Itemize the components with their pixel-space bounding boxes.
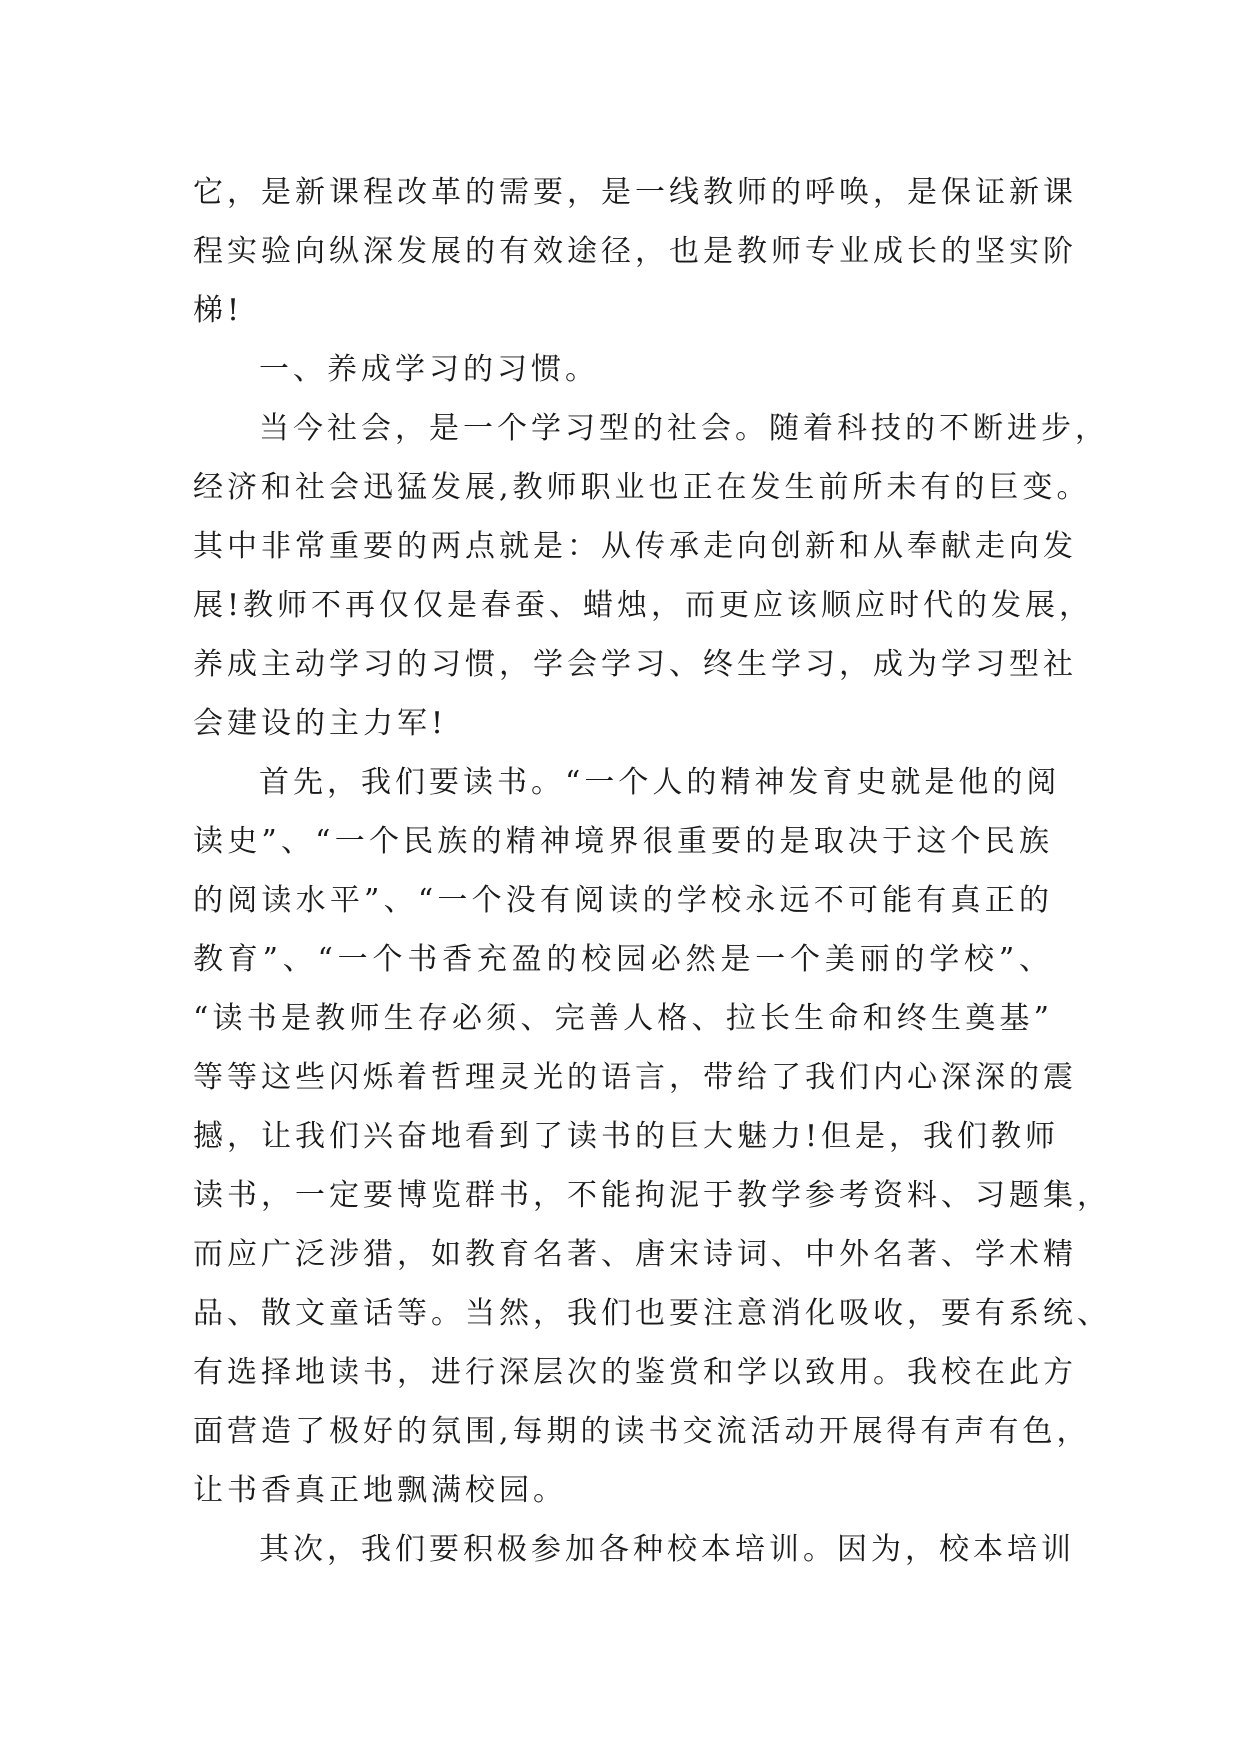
text-line: 会建设的主力军! xyxy=(193,706,448,741)
text-line: 其次，我们要积极参加各种校本培训。因为，校本培训 xyxy=(259,1532,1075,1567)
text-line: 教育”、“一个书香充盈的校园必然是一个美丽的学校”、 xyxy=(193,942,1053,977)
text-line: 当今社会，是一个学习型的社会。随着科技的不断进步， xyxy=(259,411,1109,446)
text-line: 撼，让我们兴奋地看到了读书的巨大魅力!但是，我们教师 xyxy=(193,1119,1060,1154)
text-line: 首先，我们要读书。“一个人的精神发育史就是他的阅 xyxy=(259,765,1061,800)
section-heading: 一、养成学习的习惯。 xyxy=(259,352,599,387)
text-line: 养成主动学习的习惯，学会学习、终生学习，成为学习型社 xyxy=(193,647,1077,682)
text-line: 面营造了极好的氛围,每期的读书交流活动开展得有声有色， xyxy=(193,1414,1091,1449)
document-body xyxy=(193,163,1111,1579)
text-line: 让书香真正地飘满校园。 xyxy=(193,1473,567,1508)
text-line: 读史”、“一个民族的精神境界很重要的是取决于这个民族 xyxy=(193,824,1053,859)
text-line: 而应广泛涉猎，如教育名著、唐宋诗词、中外名著、学术精 xyxy=(193,1237,1077,1272)
text-line: 的阅读水平”、“一个没有阅读的学校永远不可能有真正的 xyxy=(193,883,1053,918)
text-line: 等等这些闪烁着哲理灵光的语言，带给了我们内心深深的震 xyxy=(193,1060,1077,1095)
text-line: 展!教师不再仅仅是春蚕、蜡烛，而更应该顺应时代的发展， xyxy=(193,588,1094,623)
text-line: 程实验向纵深发展的有效途径，也是教师专业成长的坚实阶 xyxy=(193,234,1077,269)
text-line: 品、散文童话等。当然，我们也要注意消化吸收，要有系统、 xyxy=(193,1296,1111,1331)
text-line: “读书是教师生存必须、完善人格、拉长生命和终生奠基” xyxy=(193,1001,1053,1036)
text-line: 经济和社会迅猛发展,教师职业也正在发生前所未有的巨变。 xyxy=(193,470,1091,505)
text-line: 它，是新课程改革的需要，是一线教师的呼唤，是保证新课 xyxy=(193,175,1077,210)
text-line: 读书，一定要博览群书，不能拘泥于教学参考资料、习题集， xyxy=(193,1178,1111,1213)
text-line: 梯! xyxy=(193,293,244,328)
text-line: 有选择地读书，进行深层次的鉴赏和学以致用。我校在此方 xyxy=(193,1355,1077,1390)
text-line: 其中非常重要的两点就是：从传承走向创新和从奉献走向发 xyxy=(193,529,1077,564)
